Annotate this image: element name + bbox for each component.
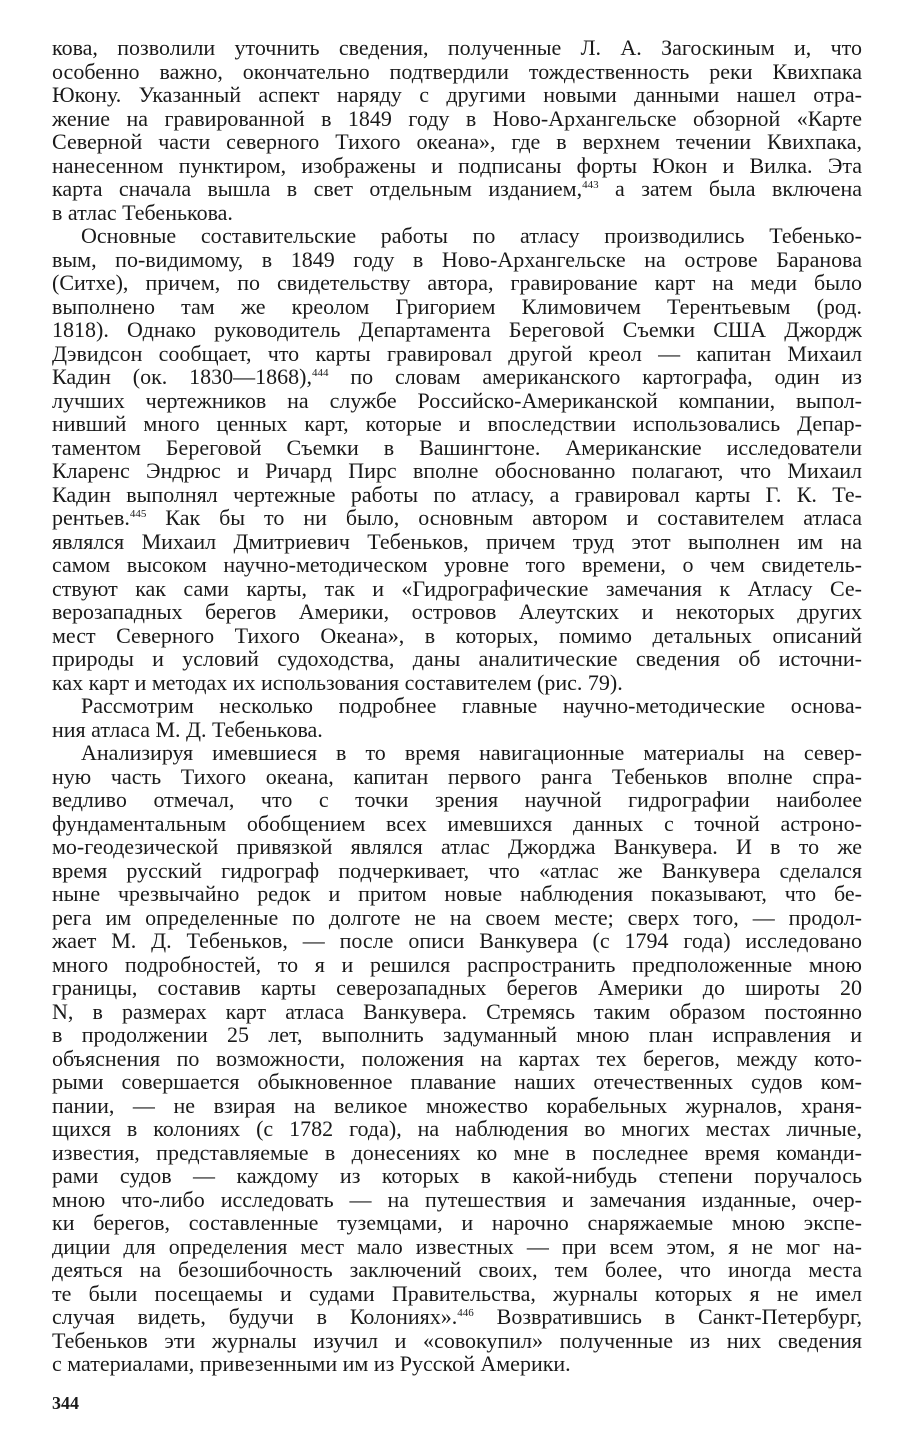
text-line: мест Северного Тихого Океана», в которых, помимо детальных описаний: [52, 622, 862, 648]
text-segment: Кадин (ок. 1830—1868),: [52, 364, 312, 389]
text-line: Юкону. Указанный аспект наряду с другими новыми данными нашел отра-: [52, 82, 862, 107]
text-line: нанесенном пунктиром, изображены и подписаны форты Юкон и Вилка. Эта: [52, 152, 862, 178]
paragraph: [52, 741, 862, 1376]
text-line: вым, по-видимому, в 1849 году в Ново-Архангельске на острове Баранова: [52, 246, 862, 272]
text-line: ную часть Тихого океана, капитан первого ранга Тебеньков вполне спра-: [52, 763, 862, 789]
text-line: Северной части северного Тихого океана», где в верхнем течении Квихпака,: [52, 129, 862, 154]
text-line: природы и условий судоходства, даны аналитические сведения об источни-: [52, 646, 862, 671]
body-text: [52, 36, 862, 1376]
text-line: особенно важно, окончательно подтвердили тождественность реки Квихпака: [52, 58, 862, 84]
text-line: лучших чертежников на службе Российско-Американской компании, выпол-: [52, 387, 862, 413]
text-segment: карта сначала вышла в свет отдельным изданием,: [52, 176, 583, 201]
text-line: фундаментальным обобщением всех имевшихся данных с точной астроно-: [52, 810, 862, 836]
text-line: [52, 177, 862, 201]
text-line: N, в размерах карт атласа Ванкувера. Стремясь таким образом постоянно: [52, 998, 862, 1024]
text-segment: а затем была включена: [598, 176, 862, 201]
text-line: границы, составив карты северозападных берегов Америки до широты 20: [52, 975, 862, 1000]
footnote-ref: 443: [582, 179, 599, 191]
text-line: деяться на безошибочность заключений своих, тем более, что иногда места: [52, 1257, 862, 1282]
text-line: ствуют как сами карты, так и «Гидрографические замечания к Атласу Се-: [52, 575, 862, 601]
paragraph: [52, 694, 862, 741]
text-line: мною что-либо исследовать — на путешествия и замечания изданные, очер-: [52, 1186, 862, 1212]
text-line: диции для определения мест мало известных — при всем этом, я не мог на-: [52, 1233, 862, 1259]
text-line: много подробностей, то я и решился распространить предположенные мною: [52, 951, 862, 977]
text-line: объяснения по возможности, положения на картах тех берегов, между кото-: [52, 1045, 862, 1071]
footnote-ref: 445: [129, 508, 147, 520]
text-line: Кадин выполнял чертежные работы по атласу, а гравировал карты Г. К. Те-: [52, 481, 862, 507]
text-line: ния атласа М. Д. Тебенькова.: [52, 716, 323, 742]
text-line: Основные составительские работы по атласу производились Тебенько-: [81, 223, 862, 248]
text-line: (Ситхе), причем, по свидетельству автора, гравирование карт на меди было: [52, 270, 862, 295]
text-segment: случая видеть, будучи в Колониях».: [52, 1304, 458, 1329]
text-line: Тебеньков эти журналы изучил и «совокупил» полученные из них сведения: [52, 1327, 862, 1353]
text-line: выполнено там же креолом Григорием Климовичем Терентьевым (род.: [52, 293, 862, 319]
paragraph: [52, 224, 862, 694]
text-line: Рассмотрим несколько подробнее главные научно-методические основа-: [81, 693, 862, 718]
text-line: [52, 506, 862, 530]
footnote-ref: 444: [311, 367, 329, 379]
text-line: рами судов — каждому из которых в какой-нибудь степени поручалось: [52, 1163, 862, 1188]
footnote-ref: 446: [457, 1307, 474, 1319]
text-segment: Как бы то ни было, основным автором и составителем атласа: [146, 505, 862, 530]
paragraph: [52, 36, 862, 224]
text-line: являлся Михаил Дмитриевич Тебеньков, причем труд этот выполнен им на: [52, 528, 862, 554]
text-line: таментом Береговой Съемки в Вашингтоне. Американские исследователи: [52, 434, 862, 460]
text-line: с материалами, привезенными им из Русской Америки.: [52, 1351, 571, 1376]
text-line: рыми совершается обыкновенное плавание наших отечественных судов ком-: [52, 1069, 862, 1094]
text-line: 1818). Однако руководитель Департамента Береговой Съемки США Джордж: [52, 317, 862, 342]
text-line: в продолжении 25 лет, выполнить задуманный мною план исправления и: [52, 1022, 862, 1047]
text-line: Дэвидсон сообщает, что карты гравировал другой креол — капитан Михаил: [52, 340, 862, 366]
text-line: жение на гравированной в 1849 году в Ново-Архангельске обзорной «Карте: [52, 105, 862, 131]
text-line: жает М. Д. Тебеньков, — после описи Ванкувера (с 1794 года) исследовано: [52, 928, 862, 953]
text-line: нивший много ценных карт, которые и впоследствии использовались Депар-: [52, 411, 862, 436]
text-segment: по словам американского картографа, один из: [328, 364, 862, 389]
text-line: верозападных берегов Америки, островов Алеутских и некоторых других: [52, 599, 862, 624]
text-segment: Возвратившись в Санкт-Петербург,: [473, 1304, 863, 1329]
text-line: щихся в колониях (с 1782 года), на наблюдения во многих местах личные,: [52, 1116, 862, 1141]
text-line: те были посещаемы и судами Правительства, журналы которых я не имел: [52, 1280, 862, 1306]
text-line: рега им определенные по долготе не на своем месте; сверх того, — продол-: [52, 904, 862, 930]
text-line: самом высоком научно-методическом уровне того времени, о чем свидетель-: [52, 552, 862, 577]
text-line: ках карт и методах их использования составителем (рис. 79).: [52, 669, 623, 695]
text-line: [52, 365, 862, 389]
text-line: время русский гидрограф подчеркивает, что «атлас же Ванкувера сделался: [52, 857, 862, 883]
text-line: ведливо отмечал, что с точки зрения научной гидрографии наиболее: [52, 787, 862, 812]
text-line: в атлас Тебенькова.: [52, 199, 233, 225]
page-number: 344: [52, 1393, 79, 1413]
text-line: ныне чрезвычайно редок и притом новые наблюдения показывают, что бе-: [52, 881, 862, 906]
text-line: ки берегов, составленные туземцами, и нарочно снаряжаемые мною экспе-: [52, 1210, 862, 1235]
text-line: Анализируя имевшиеся в то время навигационные материалы на север-: [81, 740, 862, 765]
text-line: Кларенс Эндрюс и Ричард Пирс вполне обоснованно полагают, что Михаил: [52, 458, 862, 483]
text-line: кова, позволили уточнить сведения, полученные Л. А. Загоскиным и, что: [52, 35, 862, 60]
text-segment: рентьев.: [52, 505, 130, 530]
text-line: известия, представляемые в донесениях ко мне в последнее время команди-: [52, 1139, 862, 1165]
text-line: [52, 1305, 862, 1329]
text-line: пании, — не взирая на великое множество корабельных журналов, храня-: [52, 1092, 862, 1118]
text-line: мо-геодезической привязкой являлся атлас Джорджа Ванкувера. И в то же: [52, 834, 862, 859]
